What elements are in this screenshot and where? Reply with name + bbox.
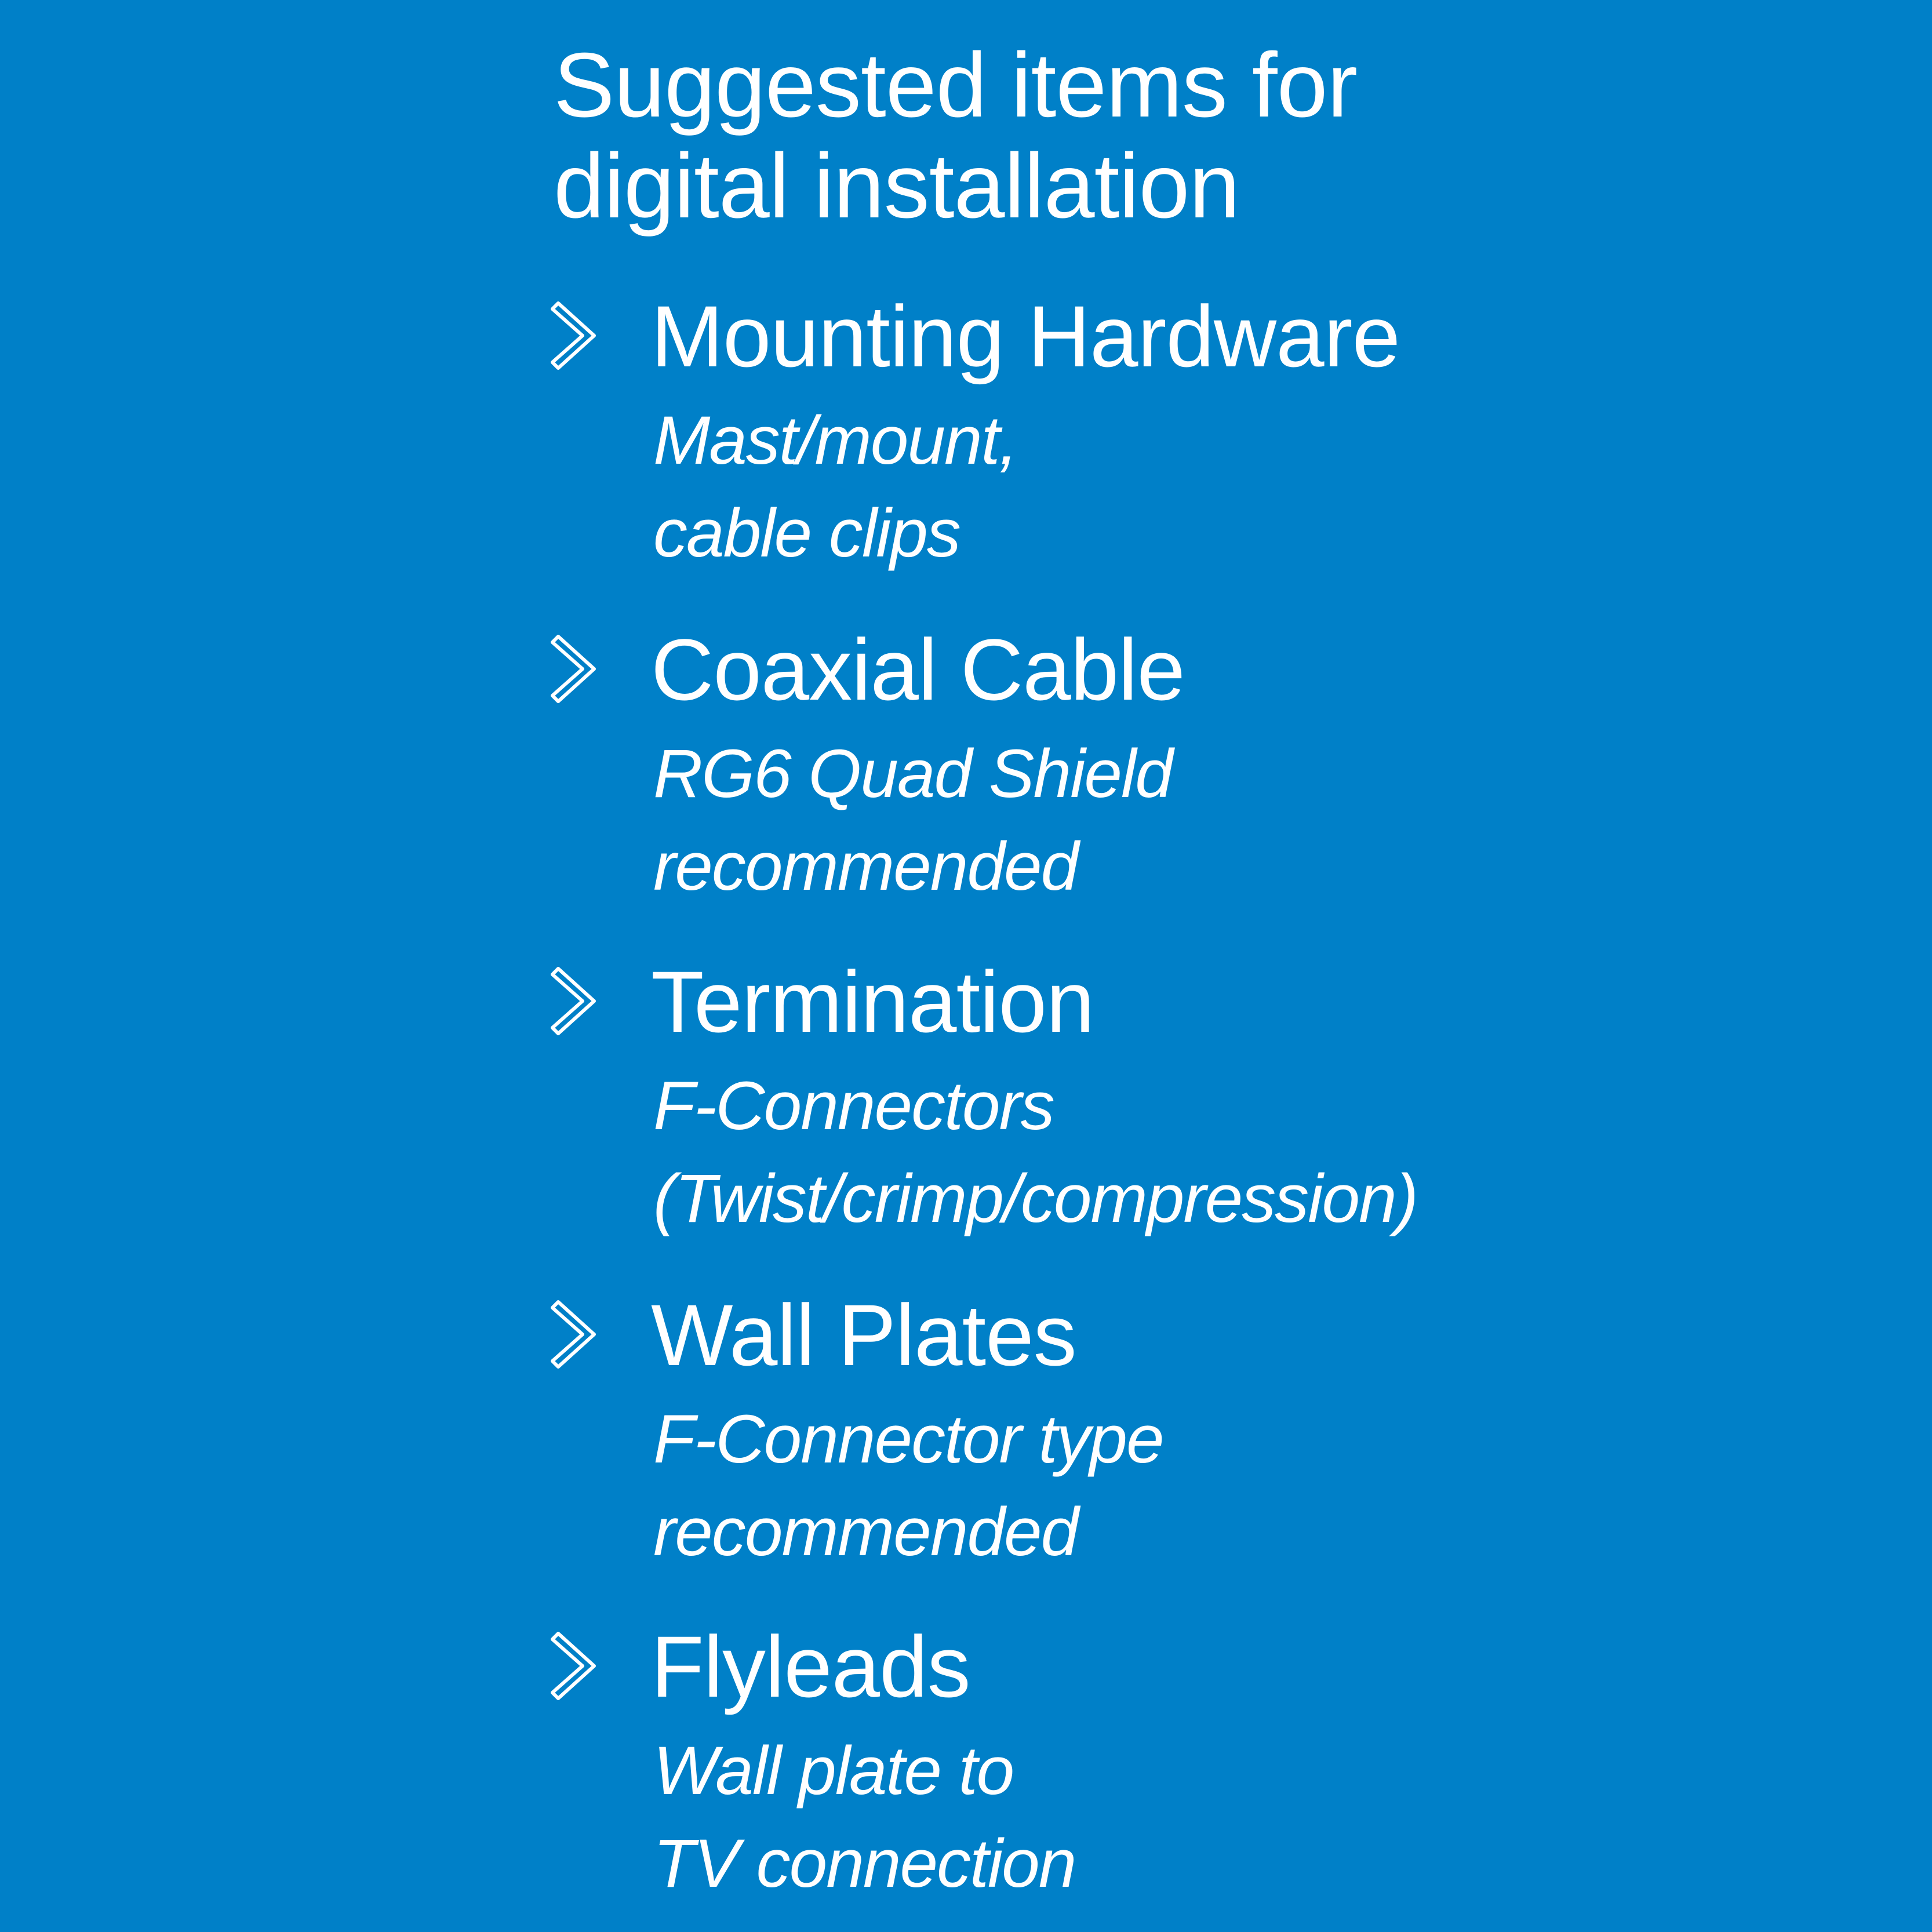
item-description [653, 727, 1172, 913]
item-title: Wall Plates [651, 1286, 1076, 1384]
item-title: Termination [651, 953, 1094, 1050]
title-line-2: digital installation [554, 135, 1240, 237]
item-description-line-2: (Twist/crimp/compression) [653, 1160, 1418, 1237]
item-description-line-1: F-Connector type [653, 1401, 1163, 1478]
chevron-right-icon [548, 960, 606, 1042]
chevron-right-icon [548, 1625, 606, 1707]
page-title [554, 35, 1539, 237]
item-description-line-1: Wall plate to [653, 1733, 1014, 1809]
item-description [653, 1393, 1163, 1578]
chevron-right-icon [548, 628, 606, 710]
item-title: Flyleads [651, 1618, 970, 1715]
item-description-line-1: RG6 Quad Shield [653, 736, 1172, 812]
item-description [653, 1724, 1075, 1910]
item-description-line-1: Mast/mount, [653, 402, 1017, 479]
item-description-line-2: TV connection [653, 1825, 1076, 1902]
chevron-right-icon [548, 295, 606, 376]
item-description-line-2: recommended [653, 828, 1078, 905]
item-description-line-2: recommended [653, 1494, 1078, 1570]
item-description-line-2: cable clips [653, 495, 960, 572]
item-description [653, 394, 1017, 580]
item-description-line-1: F-Connectors [653, 1068, 1054, 1144]
item-title: Coaxial Cable [651, 621, 1185, 718]
item-title: Mounting Hardware [651, 288, 1400, 385]
chevron-right-icon [548, 1294, 606, 1375]
title-line-1: Suggested items for [554, 34, 1358, 136]
item-description [653, 1060, 1417, 1245]
